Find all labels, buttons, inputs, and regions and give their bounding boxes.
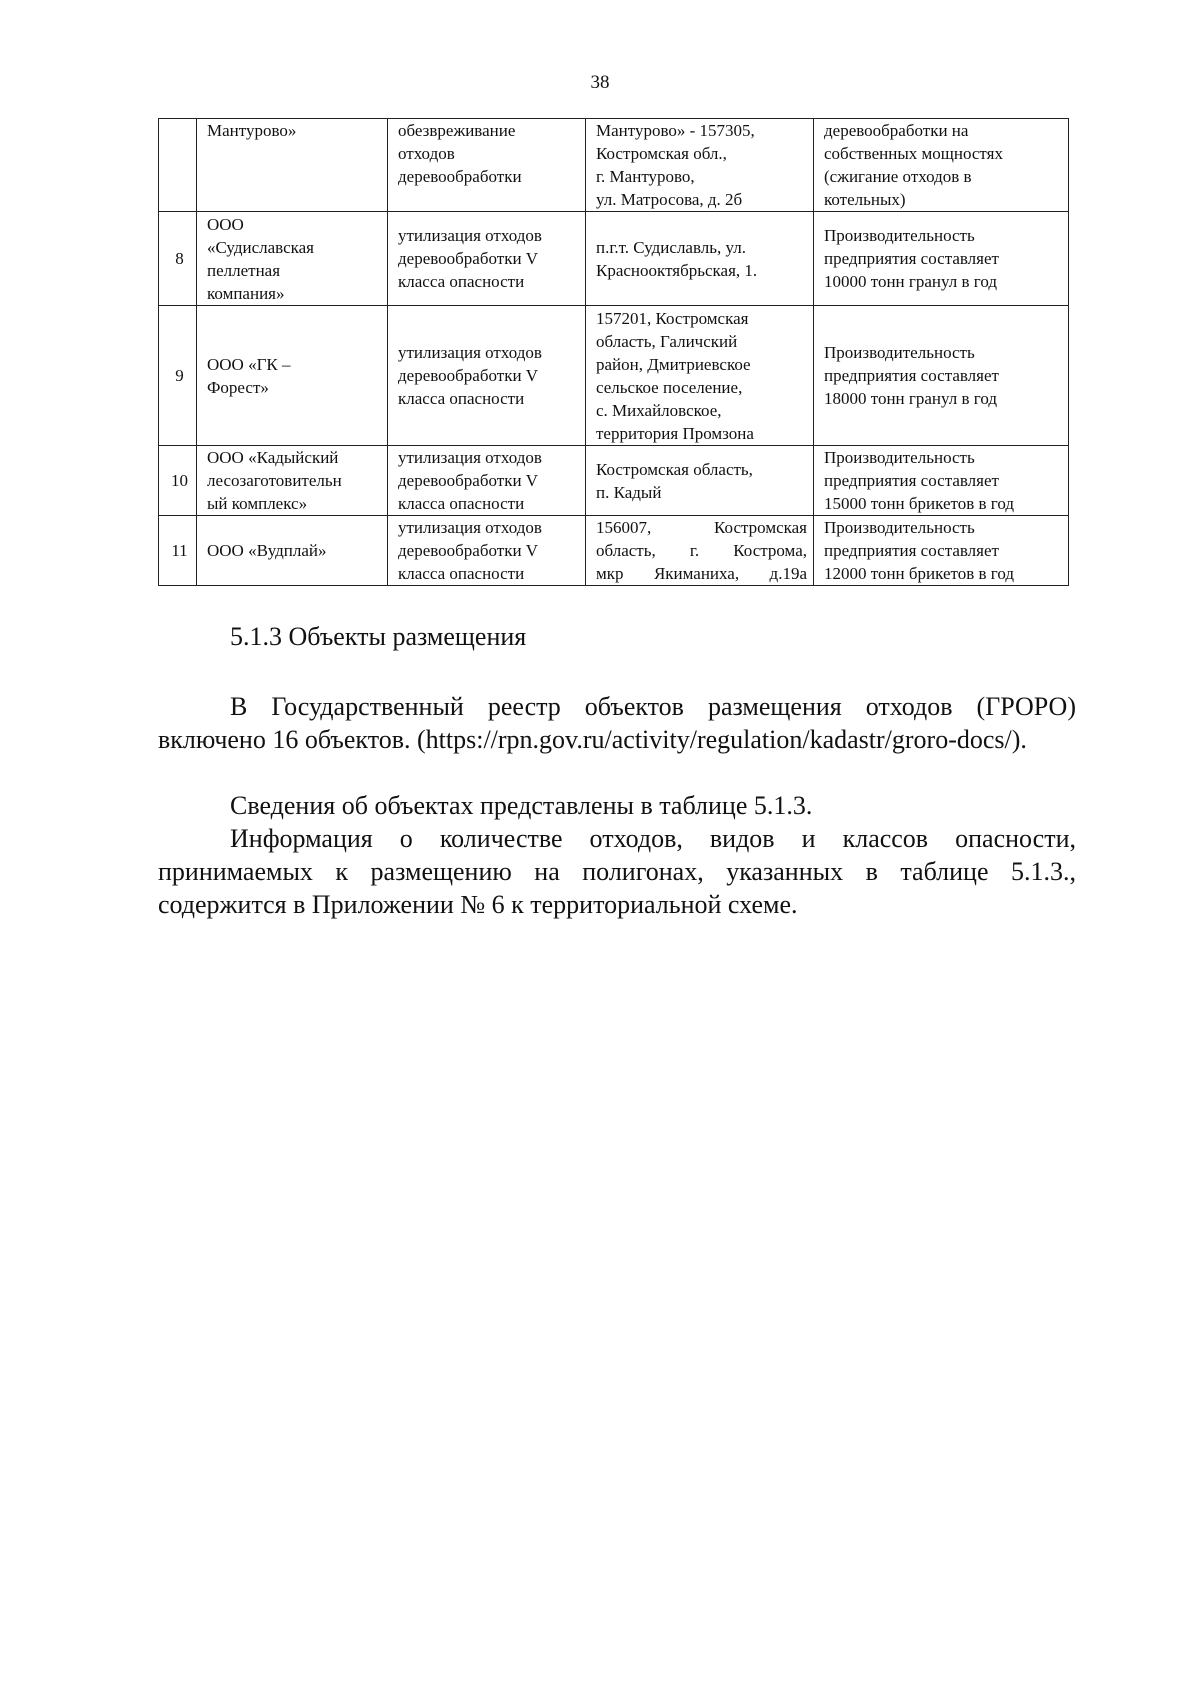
- capacity: Производительность предприятия составляет 10000 тонн гранул в год: [814, 212, 1069, 306]
- address: 157201, Костромская область, Галичский район, Дмитриевское сельское поселение, с. Михайловское, территория Промзона: [586, 306, 814, 446]
- capacity: Производительность предприятия составляет 15000 тонн брикетов в год: [814, 446, 1069, 516]
- activity-type: утилизация отходов деревообработки V класса опасности: [388, 212, 586, 306]
- table-row: [159, 119, 1069, 212]
- table-row: [159, 212, 1069, 306]
- address: 156007, Костромская область, г. Кострома, мкр Якиманиха, д.19а: [586, 516, 814, 586]
- row-number: 11: [159, 516, 197, 586]
- table-row: [159, 516, 1069, 586]
- capacity: Производительность предприятия составляет 18000 тонн гранул в год: [814, 306, 1069, 446]
- organization-name: ООО «Судиславская пеллетная компания»: [197, 212, 388, 306]
- address: Костромская область, п. Кадый: [586, 446, 814, 516]
- organization-name: Мантурово»: [197, 119, 388, 212]
- row-number: 9: [159, 306, 197, 446]
- activity-type: утилизация отходов деревообработки V класса опасности: [388, 446, 586, 516]
- paragraph-appendix-reference: Информация о количестве отходов, видов и классов опасности, принимаемых к размещению на полигонах, указанных в таблице 5.1.3., содержится в Приложении № 6 к территориальной схеме.: [158, 824, 1076, 919]
- section-title: 5.1.3 Объекты размещения: [230, 622, 527, 651]
- capacity: деревообработки на собственных мощностях (сжигание отходов в котельных): [814, 119, 1069, 212]
- activity-type: утилизация отходов деревообработки V класса опасности: [388, 516, 586, 586]
- table-row: [159, 446, 1069, 516]
- address: п.г.т. Судиславль, ул. Краснооктябрьская, 1.: [586, 212, 814, 306]
- row-number: 8: [159, 212, 197, 306]
- waste-facilities-table: [158, 118, 1069, 586]
- page-number: 38: [590, 72, 610, 93]
- organization-name: ООО «Вудплай»: [197, 516, 388, 586]
- table-row: [159, 306, 1069, 446]
- activity-type: утилизация отходов деревообработки V класса опасности: [388, 306, 586, 446]
- paragraph-table-reference: Сведения об объектах представлены в таблице 5.1.3.: [230, 791, 813, 820]
- organization-name: ООО «Кадыйский лесозаготовительн ый комплекс»: [197, 446, 388, 516]
- capacity: Производительность предприятия составляет 12000 тонн брикетов в год: [814, 516, 1069, 586]
- row-number: 10: [159, 446, 197, 516]
- row-number: [159, 119, 197, 212]
- organization-name: ООО «ГК – Форест»: [197, 306, 388, 446]
- address: Мантурово» - 157305, Костромская обл., г. Мантурово, ул. Матросова, д. 2б: [586, 119, 814, 212]
- paragraph-registry: В Государственный реестр объектов размещения отходов (ГРОРО) включено 16 объектов. (https://rpn.gov.ru/activity/regulation/kadastr/groro-docs/).: [158, 692, 1076, 754]
- activity-type: обезвреживание отходов деревообработки: [388, 119, 586, 212]
